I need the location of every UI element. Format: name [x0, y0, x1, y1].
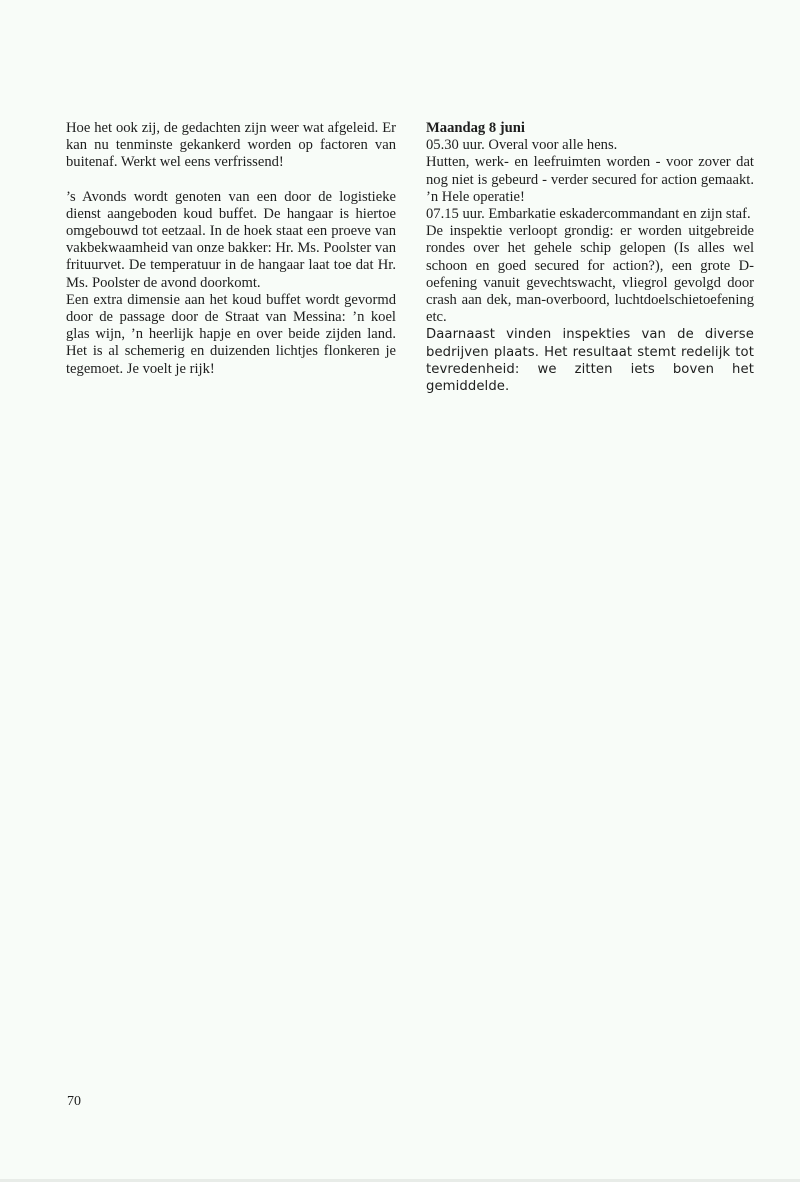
section-heading: Maandag 8 juni	[426, 120, 525, 136]
paragraph: Een extra dimensie aan het koud buffet wordt gevormd door de passage door de Straat van Messina: ’n koel glas wijn, ’n heerlijk hapje en over beide zijden land. Het is al schemerig en duizenden lichtjes flonkeren je tegemoet. Je voelt je rijk!	[66, 291, 396, 377]
paragraph: De inspektie verloopt grondig: er worden uitgebreide rondes over het gehele schip gelopen (Is alles wel schoon en goed secured for action?), een grote D-oefening vanuit gevechtswacht, vliegrol gevolgd door crash aan dek, man-overboord, luchtdoelschietoefening etc.	[426, 223, 754, 326]
paragraph: Hoe het ook zij, de gedachten zijn weer wat afgeleid. Er kan nu tenminste gekankerd worden op factoren van buitenaf. Werkt wel eens verfrissend!	[66, 120, 396, 171]
left-text-column	[66, 120, 396, 378]
paragraph: 07.15 uur. Embarkatie eskadercommandant en zijn staf.	[426, 206, 751, 223]
paragraph: 05.30 uur. Overal voor alle hens.	[426, 137, 618, 154]
paragraph: ’s Avonds wordt genoten van een door de logistieke dienst aangeboden koud buffet. De hangaar is hiertoe omgebouwd tot eetzaal. In de hoek staat een proeve van vakbekwaamheid van onze bakker: Hr. Ms. Poolster van frituurvet. De temperatuur in de hangaar laat toe dat Hr. Ms. Poolster de avond doorkomt.	[66, 188, 396, 291]
page-number: 70	[67, 1094, 81, 1109]
right-text-column	[426, 120, 754, 395]
paragraph: Daarnaast vinden inspekties van de diverse bedrijven plaats. Het resultaat stemt redelijk tot tevredenheid: we zitten iets boven het gemiddelde.	[426, 327, 754, 395]
paragraph: Hutten, werk- en leefruimten worden - voor zover dat nog niet is gebeurd - verder secured for action gemaakt. ’n Hele operatie!	[426, 154, 754, 205]
